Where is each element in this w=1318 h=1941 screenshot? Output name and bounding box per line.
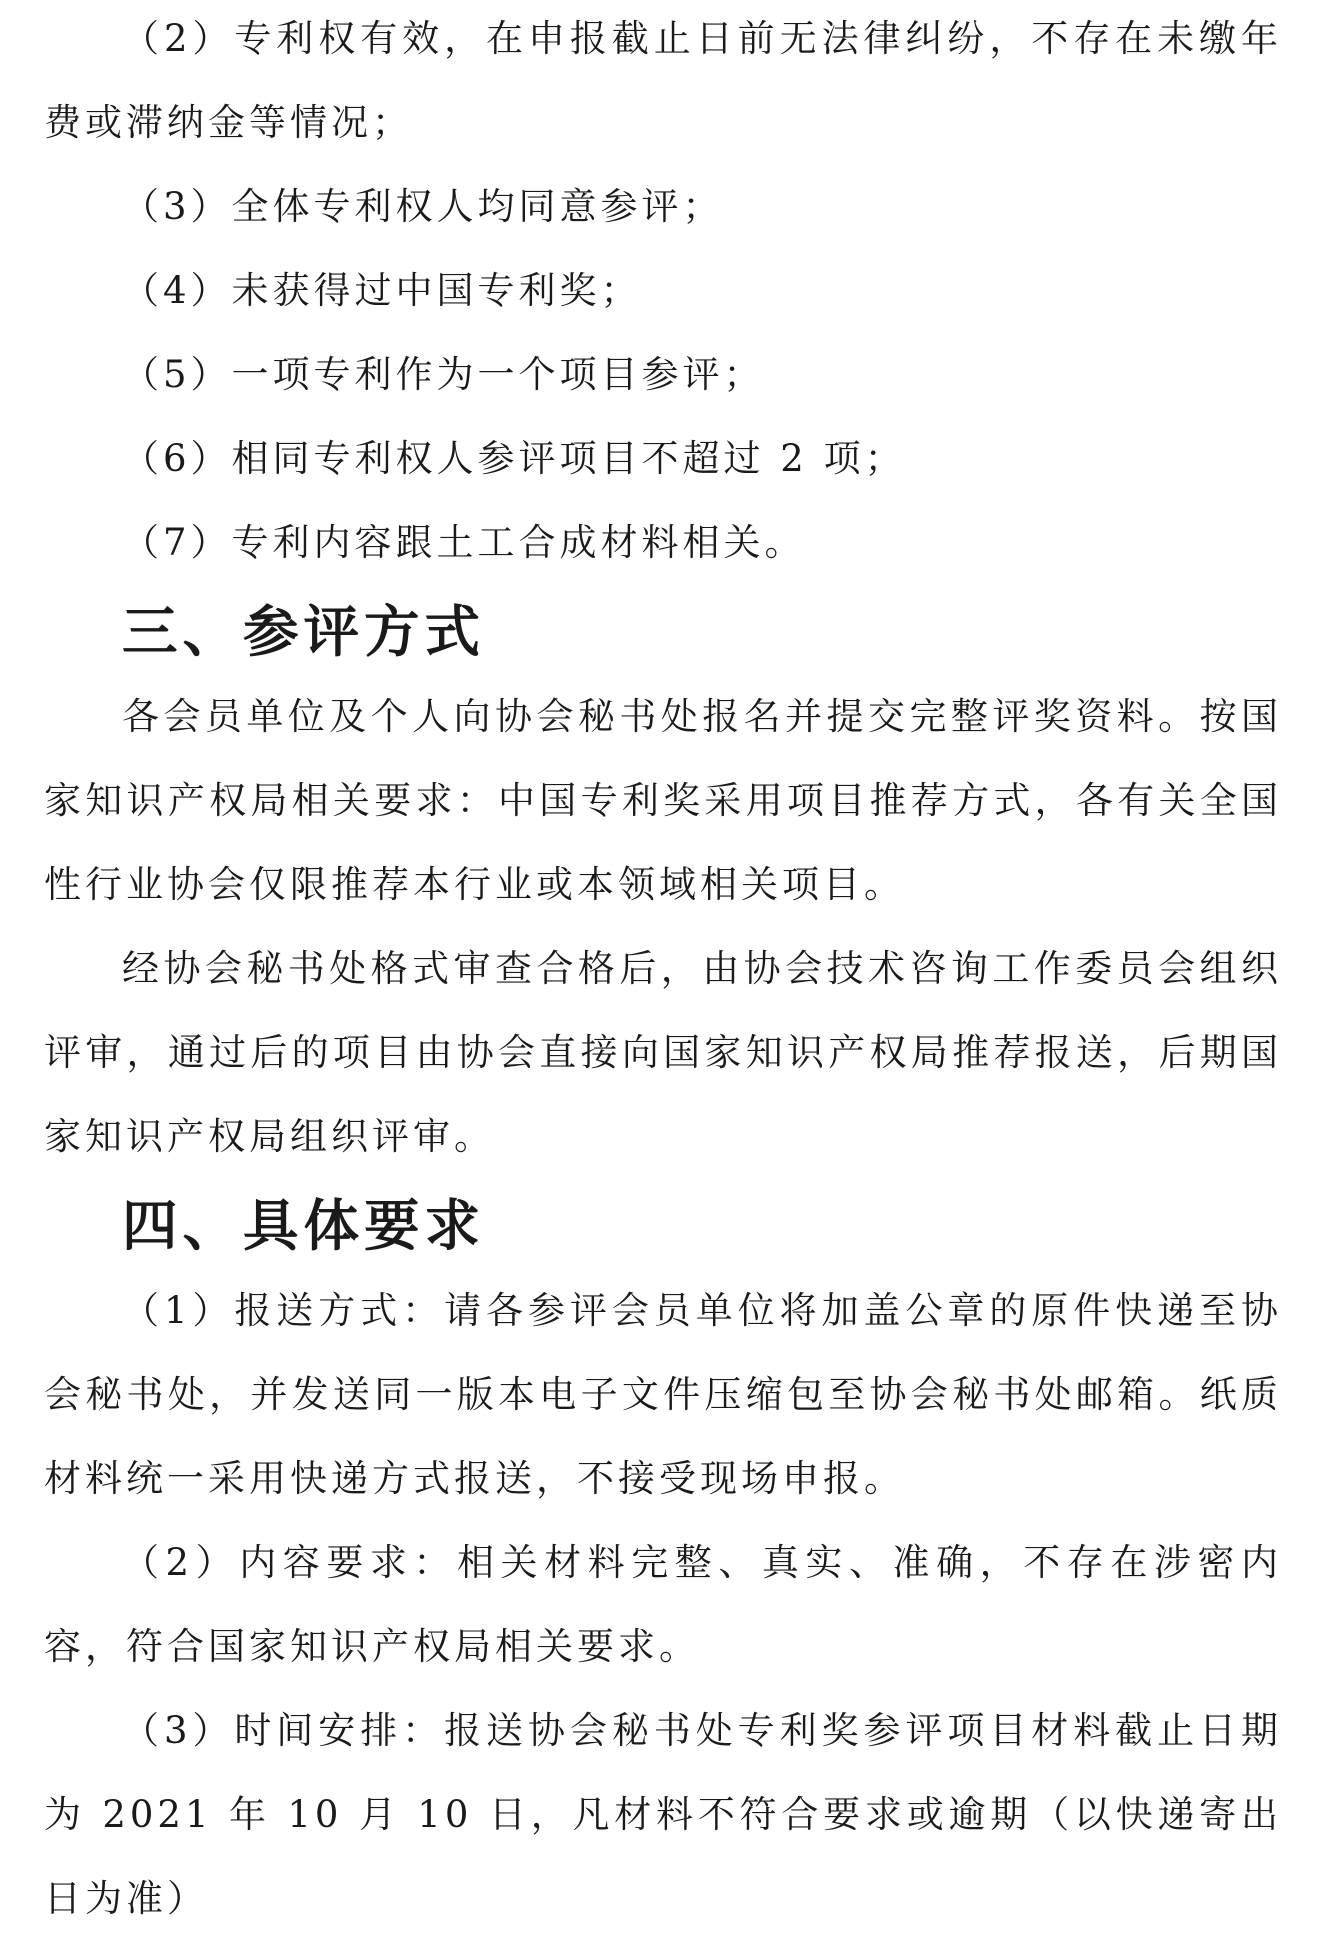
requirement-content: （2）内容要求：相关材料完整、真实、准确，不存在涉密内容，符合国家知识产权局相关要求。 <box>44 1541 1282 1668</box>
criteria-item-3: （3）全体专利权人均同意参评； <box>122 185 724 228</box>
section-heading-participation-method: 三、参评方式 <box>122 600 486 665</box>
criteria-item-7: （7）专利内容跟土工合成材料相关。 <box>122 521 806 564</box>
requirement-schedule: （3）时间安排：报送协会秘书处专利奖参评项目材料截止日期为 2021 年 10 月 10 日，凡材料不符合要求或逾期（以快递寄出日为准） <box>44 1709 1282 1920</box>
criteria-item-6: （6）相同专利权人参评项目不超过 2 项； <box>122 437 906 480</box>
criteria-item-5: （5）一项专利作为一个项目参评； <box>122 353 765 396</box>
section-3-paragraph-1: 各会员单位及个人向协会秘书处报名并提交完整评奖资料。按国家知识产权局相关要求：中国专利奖采用项目推荐方式，各有关全国性行业协会仅限推荐本行业或本领域相关项目。 <box>44 695 1282 906</box>
section-heading-specific-requirements: 四、具体要求 <box>122 1194 486 1259</box>
section-3-paragraph-2: 经协会秘书处格式审查合格后，由协会技术咨询工作委员会组织评审，通过后的项目由协会直接向国家知识产权局推荐报送，后期国家知识产权局组织评审。 <box>44 947 1282 1158</box>
criteria-item-4: （4）未获得过中国专利奖； <box>122 269 642 312</box>
requirement-submission-method: （1）报送方式：请各参评会员单位将加盖公章的原件快递至协会秘书处，并发送同一版本电子文件压缩包至协会秘书处邮箱。纸质材料统一采用快递方式报送，不接受现场申报。 <box>44 1289 1282 1500</box>
criteria-item-2: （2）专利权有效，在申报截止日前无法律纠纷，不存在未缴年费或滞纳金等情况； <box>44 17 1282 144</box>
